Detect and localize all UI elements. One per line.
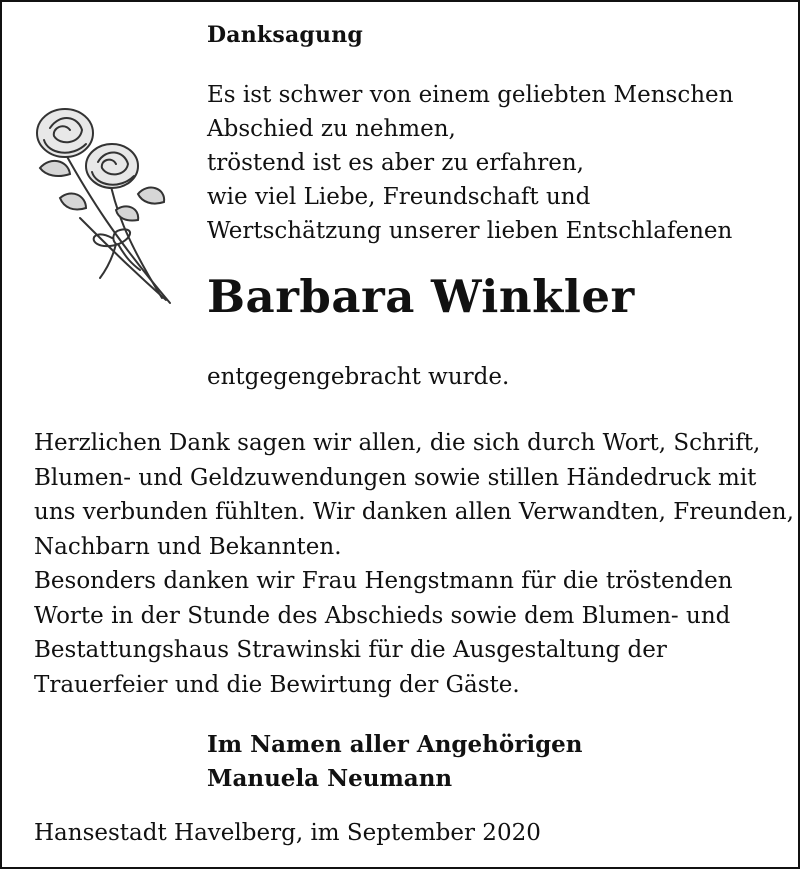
signature-line: Manuela Neumann [207, 765, 453, 792]
received-line: entgegengebracht wurde. [207, 364, 510, 390]
body-line: Worte in der Stunde des Abschieds sowie dem Blumen- und [34, 602, 731, 629]
intro-text [207, 78, 733, 248]
body-line: Blumen- und Geldzuwendungen sowie stillen Händedruck mit [34, 464, 757, 491]
intro-line: wie viel Liebe, Freundschaft und [207, 184, 591, 210]
body-line: Trauerfeier und die Bewirtung der Gäste. [34, 671, 520, 698]
body-line: Nachbarn und Bekannten. [34, 533, 342, 560]
rose-bouquet-icon [20, 98, 180, 313]
body-line: uns verbunden fühlten. Wir danken allen Verwandten, Freunden, [34, 499, 794, 525]
body-line: Herzlichen Dank sagen wir allen, die sich durch Wort, Schrift, [34, 430, 761, 456]
signature-block [207, 728, 583, 796]
intro-line: tröstend ist es aber zu erfahren, [207, 150, 584, 176]
intro-line: Abschied zu nehmen, [207, 116, 456, 142]
body-line: Bestattungshaus Strawinski für die Ausgestaltung der [34, 637, 667, 663]
body-line: Besonders danken wir Frau Hengstmann für die tröstenden [34, 568, 733, 594]
signature-line: Im Namen aller Angehörigen [207, 731, 583, 758]
intro-line: Es ist schwer von einem geliebten Menschen [207, 82, 734, 108]
place-date: Hansestadt Havelberg, im September 2020 [34, 820, 541, 846]
notice-heading: Danksagung [207, 22, 363, 48]
deceased-name: Barbara Winkler [207, 270, 635, 323]
thanks-body [34, 426, 794, 702]
intro-line: Wertschätzung unserer lieben Entschlafenen [207, 218, 733, 244]
